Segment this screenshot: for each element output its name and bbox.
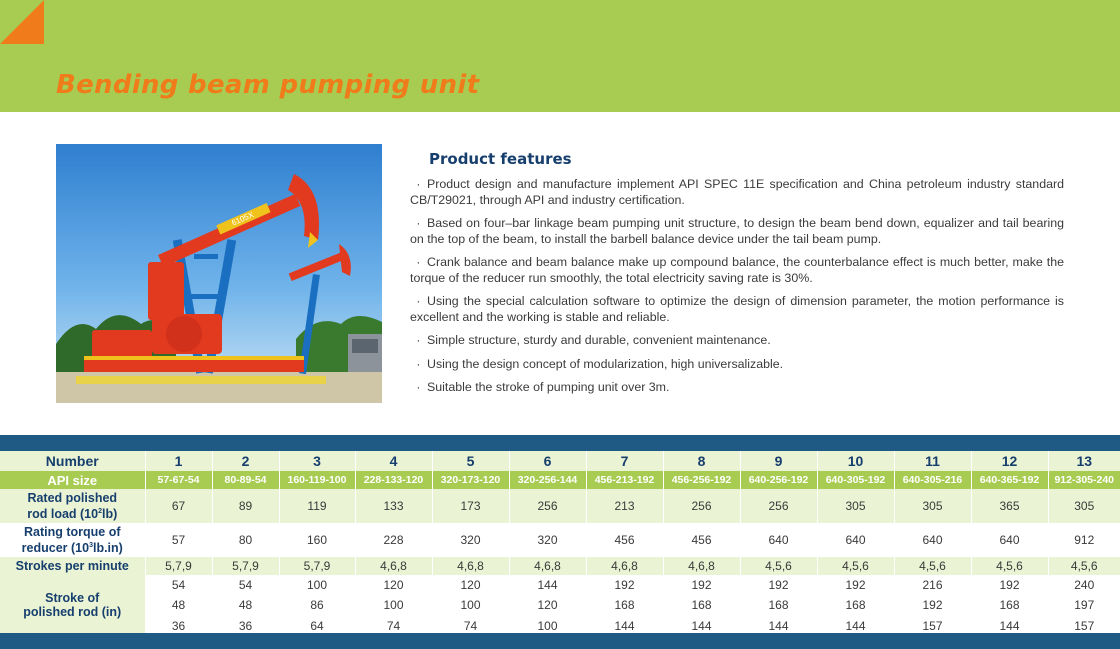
number-cell: 3 [279, 451, 355, 471]
api-size-cell: 912-305-240 [1048, 471, 1120, 489]
feature-text: Using the design concept of modularization, high universalizable. [427, 356, 784, 371]
stroke-cell: 192 [586, 575, 663, 595]
stroke-cell: 192 [663, 575, 740, 595]
feature-text: Crank balance and beam balance make up compound balance, the counterbalance effect is much better, make the torque of the reducer run smoothly, the total electricity saving rate is 30%. [410, 255, 1064, 285]
stroke-cell: 168 [740, 595, 817, 616]
torque-cell: 640 [817, 523, 894, 557]
api-size-cell: 160-119-100 [279, 471, 355, 489]
features-list [410, 177, 1064, 396]
rod-load-cell: 119 [279, 489, 355, 523]
spm-cell: 4,6,8 [509, 557, 586, 575]
bullet: · [416, 356, 421, 371]
number-cell: 11 [894, 451, 971, 471]
feature-text: Based on four–bar linkage beam pumping unit structure, to design the beam bend down, equalizer and tail bearing on the top of the beam, to install the barbell balance device under the tail beam pump. [410, 216, 1064, 246]
spm-cell: 4,6,8 [663, 557, 740, 575]
spm-cell: 5,7,9 [145, 557, 212, 575]
stroke-cell: 100 [355, 595, 432, 616]
features-heading: Product features [429, 150, 572, 168]
stroke-cell: 74 [432, 616, 509, 636]
stroke-cell: 100 [432, 595, 509, 616]
stroke-cell: 216 [894, 575, 971, 595]
number-cell: 8 [663, 451, 740, 471]
api-size-cell: 640-256-192 [740, 471, 817, 489]
header-band [0, 0, 1120, 112]
row-strokes-per-minute [0, 557, 1120, 575]
stroke-cell: 168 [817, 595, 894, 616]
torque-cell: 320 [509, 523, 586, 557]
torque-cell: 912 [1048, 523, 1120, 557]
api-size-cell: 640-365-192 [971, 471, 1048, 489]
bullet: · [416, 294, 421, 309]
stroke-cell: 54 [145, 575, 212, 595]
api-size-cell: 57-67-54 [145, 471, 212, 489]
stroke-cell: 120 [432, 575, 509, 595]
stroke-cell: 64 [279, 616, 355, 636]
rod-load-cell: 213 [586, 489, 663, 523]
number-cell: 1 [145, 451, 212, 471]
api-size-cell: 640-305-192 [817, 471, 894, 489]
bullet: · [416, 255, 421, 270]
row-number [0, 451, 1120, 471]
number-cell: 2 [212, 451, 279, 471]
number-cell: 6 [509, 451, 586, 471]
spec-table [0, 451, 1120, 636]
feature-item [410, 294, 1064, 326]
torque-cell: 228 [355, 523, 432, 557]
feature-item [410, 216, 1064, 248]
rod-load-cell: 305 [817, 489, 894, 523]
stroke-cell: 157 [894, 616, 971, 636]
table-bottom-band [0, 633, 1120, 649]
stroke-cell: 36 [145, 616, 212, 636]
api-size-cell: 80-89-54 [212, 471, 279, 489]
stroke-cell: 192 [817, 575, 894, 595]
row-rod-load [0, 489, 1120, 523]
feature-item [410, 333, 1064, 349]
row-torque [0, 523, 1120, 557]
stroke-cell: 120 [509, 595, 586, 616]
torque-cell: 160 [279, 523, 355, 557]
api-size-cell: 320-173-120 [432, 471, 509, 489]
bullet: · [416, 177, 421, 191]
stroke-cell: 192 [894, 595, 971, 616]
feature-item [410, 357, 1064, 373]
stroke-cell: 144 [509, 575, 586, 595]
label-number: Number [0, 451, 145, 471]
row-stroke-1 [0, 575, 1120, 595]
beam-marking: 6105X [230, 210, 256, 228]
stroke-cell: 100 [279, 575, 355, 595]
feature-item [410, 380, 1064, 396]
rod-load-cell: 67 [145, 489, 212, 523]
feature-item [410, 255, 1064, 287]
number-cell: 9 [740, 451, 817, 471]
number-cell: 10 [817, 451, 894, 471]
spm-cell: 5,7,9 [212, 557, 279, 575]
torque-cell: 640 [740, 523, 817, 557]
stroke-cell: 197 [1048, 595, 1120, 616]
page-title: Bending beam pumping unit [56, 70, 480, 100]
torque-cell: 640 [971, 523, 1048, 557]
number-cell: 5 [432, 451, 509, 471]
rod-load-cell: 173 [432, 489, 509, 523]
product-features [410, 150, 1064, 403]
rod-load-cell: 256 [663, 489, 740, 523]
rod-load-cell: 305 [894, 489, 971, 523]
feature-text: Simple structure, sturdy and durable, convenient maintenance. [427, 333, 771, 348]
api-size-cell: 640-305-216 [894, 471, 971, 489]
stroke-cell: 144 [817, 616, 894, 636]
feature-text: Product design and manufacture implement API SPEC 11E specification and China petroleum industry standard CB/T29021, through API and industry certification. [410, 177, 1064, 207]
stroke-cell: 100 [509, 616, 586, 636]
label-torque: Rating torque of reducer $(10^3lb.in)$ [0, 523, 145, 557]
spm-cell: 4,5,6 [894, 557, 971, 575]
bullet: · [416, 379, 421, 394]
stroke-cell: 168 [971, 595, 1048, 616]
api-size-cell: 456-256-192 [663, 471, 740, 489]
stroke-cell: 192 [971, 575, 1048, 595]
spm-cell: 4,6,8 [586, 557, 663, 575]
spm-cell: 4,5,6 [740, 557, 817, 575]
row-api-size [0, 471, 1120, 489]
api-size-cell: 456-213-192 [586, 471, 663, 489]
row-stroke-2 [0, 595, 1120, 616]
stroke-cell: 120 [355, 575, 432, 595]
bullet: · [416, 216, 421, 231]
stroke-cell: 86 [279, 595, 355, 616]
api-size-cell: 228-133-120 [355, 471, 432, 489]
torque-cell: 57 [145, 523, 212, 557]
torque-cell: 456 [663, 523, 740, 557]
stroke-cell: 144 [663, 616, 740, 636]
spm-cell: 4,5,6 [1048, 557, 1120, 575]
number-cell: 12 [971, 451, 1048, 471]
rod-load-cell: 305 [1048, 489, 1120, 523]
stroke-cell: 36 [212, 616, 279, 636]
spm-cell: 4,5,6 [971, 557, 1048, 575]
feature-text: Using the special calculation software to optimize the design of dimension parameter, the motion performance is excellent and the working is stable and reliable. [410, 294, 1064, 325]
bullet: · [416, 333, 421, 348]
spm-cell: 5,7,9 [279, 557, 355, 575]
stroke-cell: 54 [212, 575, 279, 595]
product-photo [56, 144, 382, 403]
stroke-cell: 144 [586, 616, 663, 636]
number-cell: 13 [1048, 451, 1120, 471]
stroke-cell: 48 [145, 595, 212, 616]
rod-load-cell: 89 [212, 489, 279, 523]
spm-cell: 4,6,8 [432, 557, 509, 575]
torque-cell: 456 [586, 523, 663, 557]
number-cell: 4 [355, 451, 432, 471]
stroke-cell: 168 [663, 595, 740, 616]
stroke-cell: 157 [1048, 616, 1120, 636]
label-spm: Strokes per minute [0, 557, 145, 575]
spm-cell: 4,6,8 [355, 557, 432, 575]
rod-load-cell: 256 [509, 489, 586, 523]
rod-load-cell: 133 [355, 489, 432, 523]
rod-load-cell: 365 [971, 489, 1048, 523]
label-api-size: API size [0, 471, 145, 489]
torque-cell: 640 [894, 523, 971, 557]
torque-cell: 80 [212, 523, 279, 557]
stroke-cell: 144 [740, 616, 817, 636]
stroke-cell: 192 [740, 575, 817, 595]
table-top-band [0, 435, 1120, 451]
stroke-cell: 74 [355, 616, 432, 636]
number-cell: 7 [586, 451, 663, 471]
stroke-cell: 168 [586, 595, 663, 616]
api-size-cell: 320-256-144 [509, 471, 586, 489]
rod-load-cell: 256 [740, 489, 817, 523]
stroke-cell: 240 [1048, 575, 1120, 595]
label-stroke: Stroke of polished rod (in) [0, 575, 145, 636]
corner-triangle [0, 0, 44, 44]
torque-cell: 320 [432, 523, 509, 557]
feature-text: Suitable the stroke of pumping unit over 3m. [427, 379, 670, 394]
stroke-cell: 144 [971, 616, 1048, 636]
stroke-cell: 48 [212, 595, 279, 616]
spm-cell: 4,5,6 [817, 557, 894, 575]
label-rod-load: Rated polished rod load $(10^2lb)$ [0, 489, 145, 523]
feature-item [410, 177, 1064, 209]
